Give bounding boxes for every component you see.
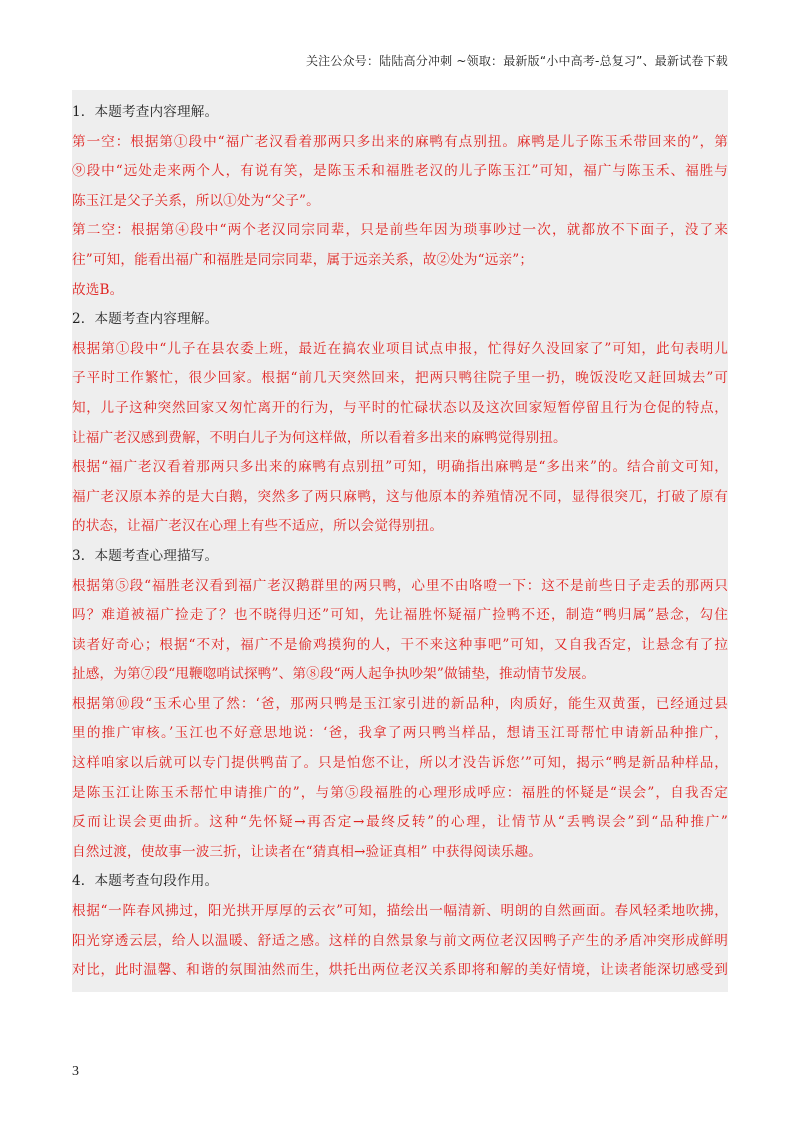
text-line: 自然过渡，使故事一波三折，让读者在“猜真相→验证真相” 中获得阅读乐趣。 [72,843,543,860]
text-line: 第二空：根据第④段中“两个老汉同宗同辈，只是前些年因为琐事吵过一次，就都放不下面子，没了来 [72,222,728,239]
text-line: 阳光穿透云层，给人以温暖、舒适之感。这样的自然景象与前文两位老汉因鸭子产生的矛盾冲突形成鲜明 [72,932,728,949]
section-heading-1: 1．本题考查内容理解。 [72,104,219,120]
text-line: 根据“一阵春风拂过，阳光拱开厚厚的云衣”可知，描绘出一幅清新、明朗的自然画面。春风轻柔地吹拂， [72,903,728,920]
text-line: 扯感，为第⑦段“甩鞭唿哨试探鸭”、第⑧段“两人起争执吵架”做铺垫，推动情节发展。 [72,666,596,683]
text-line: ⑨段中“远处走来两个人，有说有笑，是陈玉禾和福胜老汉的儿子陈玉江”可知，福广与陈玉禾、福胜与 [72,163,728,180]
page-number: 3 [72,1064,79,1079]
text-line: 根据“福广老汉看着那两只多出来的麻鸭有点别扭”可知，明确指出麻鸭是“多出来”的。结合前文可知， [72,459,728,476]
text-line: 根据第⑤段“福胜老汉看到福广老汉鹅群里的两只鸭，心里不由咯噔一下：这不是前些日子走丢的那两只 [72,577,728,594]
text-line: 反而让误会更曲折。这种“先怀疑→再否定→最终反转”的心理，让情节从“丢鸭误会”到“品种推广” [72,814,728,831]
text-line: 往”可知，能看出福广和福胜是同宗同辈，属于远亲关系，故②处为“远亲”； [72,251,534,268]
text-line: 是陈玉江让陈玉禾帮忙申请推广的”，与第⑤段福胜的心理形成呼应：福胜的怀疑是“误会”，自我否定 [72,784,728,801]
text-line: 这样咱家以后就可以专门提供鸭苗了。只是怕您不让，所以才没告诉您’”可知，揭示“鸭是新品种样品， [72,755,728,772]
text-line: 故选B。 [72,281,124,298]
text-line: 子平时工作繁忙，很少回家。根据“前几天突然回来，把两只鸭往院子里一扔，晚饭没吃又赶回城去”可 [72,370,728,387]
text-line: 的状态，让福广老汉在心理上有些不适应，所以会觉得别扭。 [72,518,444,535]
text-line: 第一空：根据第①段中“福广老汉看着那两只多出来的麻鸭有点别扭。麻鸭是儿子陈玉禾带回来的”，第 [72,133,728,150]
text-line: 读者好奇心；根据“不对，福广不是偷鸡摸狗的人，干不来这种事吧”可知，又自我否定，让悬念有了拉 [72,636,728,653]
section-heading-2: 2．本题考查内容理解。 [72,311,219,328]
section-heading-4: 4．本题考查句段作用。 [72,873,219,890]
text-line: 吗？难道被福广捡走了？也不晓得归还”可知，先让福胜怀疑福广捡鸭不还，制造“鸭归属”悬念，勾住 [72,607,728,624]
text-line: 知，儿子这种突然回家又匆忙离开的行为，与平时的忙碌状态以及这次回家短暂停留且行为仓促的特点， [72,399,728,416]
text-line: 对比，此时温馨、和谐的氛围油然而生，烘托出两位老汉关系即将和解的美好情境，让读者能深切感受到 [72,962,728,979]
page-header: 关注公众号：陆陆高分冲刺 ~领取：最新版“小中高考-总复习”、最新试卷下载 [305,54,728,68]
text-line: 陈玉江是父子关系，所以①处为“父子”。 [72,192,320,209]
text-line: 里的推广审核。’玉江也不好意思地说：‘爸，我拿了两只鸭当样品，想请玉江哥帮忙申请新品种推广， [72,725,728,742]
text-line: 福广老汉原本养的是大白鹅，突然多了两只麻鸭，这与他原本的养殖情况不同，显得很突兀，打破了原有 [72,488,728,505]
text-line: 让福广老汉感到费解，不明白儿子为何这样做，所以看着多出来的麻鸭觉得别扭。 [72,429,567,446]
text-line: 根据第⑩段“玉禾心里了然：‘爸，那两只鸭是玉江家引进的新品种，肉质好，能生双黄蛋，已经通过县 [72,695,728,712]
answer-content [72,90,728,992]
section-heading-3: 3．本题考查心理描写。 [72,547,219,564]
text-line: 根据第①段中“儿子在县农委上班，最近在搞农业项目试点申报，忙得好久没回家了”可知，此句表明儿 [72,340,728,357]
